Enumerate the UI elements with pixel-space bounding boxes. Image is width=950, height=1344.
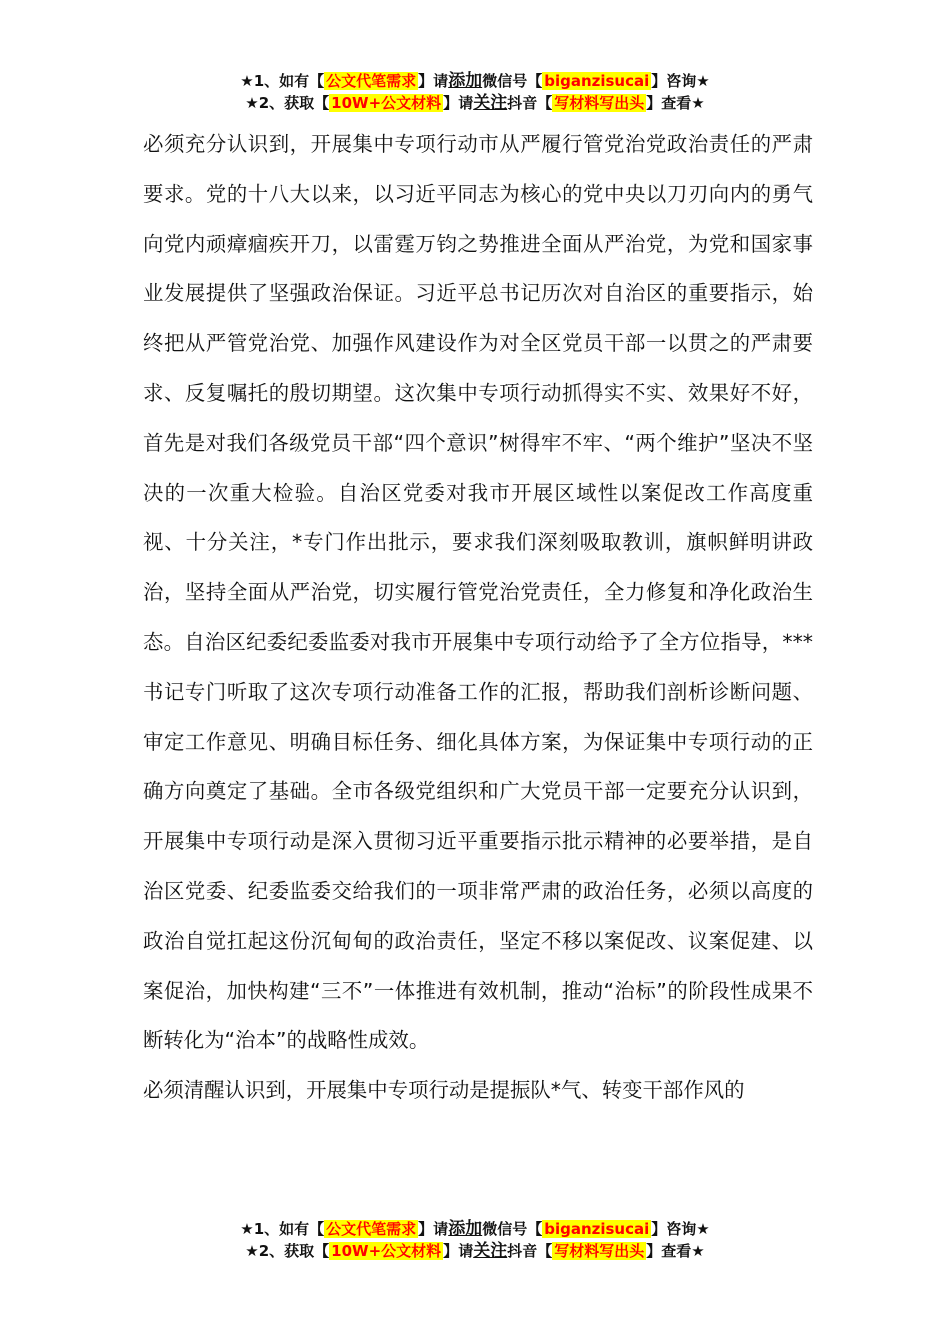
bracket: 【 bbox=[537, 94, 553, 112]
document-body bbox=[143, 120, 813, 1116]
star-icon: ★ bbox=[245, 1242, 259, 1260]
banner-text: 1、如有 bbox=[253, 1220, 310, 1238]
star-icon: ★ bbox=[240, 72, 254, 90]
bracket: 】 bbox=[646, 1242, 662, 1260]
bracket: 】 bbox=[443, 1242, 459, 1260]
header-banner bbox=[0, 70, 950, 114]
banner-line-1 bbox=[0, 1218, 950, 1240]
highlight-douyin-account: 写材料写出头 bbox=[554, 1242, 645, 1260]
banner-line-2 bbox=[0, 1240, 950, 1262]
footer-banner bbox=[0, 1218, 950, 1262]
banner-text: 咨询★ bbox=[666, 72, 710, 90]
banner-text: 1、如有 bbox=[253, 72, 310, 90]
highlight-materials: 10W+公文材料 bbox=[331, 1242, 442, 1260]
bracket: 【 bbox=[527, 72, 543, 90]
bracket: 【 bbox=[537, 1242, 553, 1260]
banner-text: 查看★ bbox=[661, 1242, 705, 1260]
paragraph-1: 必须充分认识到，开展集中专项行动市从严履行管党治党政治责任的严肃要求。党的十八大以来，以习近平同志为核心的党中央以刀刃向内的勇气向党内顽瘴痼疾开刀，以雷霆万钧之势推进全面从严治党，为党和国家事业发展提供了坚强政治保证。习近平总书记历次对自治区的重要指示，始终把从严管党治党、加强作风建设作为对全区党员干部一以贯之的严肃要求、反复嘱托的殷切期望。这次集中专项行动抓得实不实、效果好不好，首先是对我们各级党员干部“四个意识”树得牢不牢、“两个维护”坚决不坚决的一次重大检验。自治区党委对我市开展区域性以案促改工作高度重视、十分关注，*专门作出批示，要求我们深刻吸取教训，旗帜鲜明讲政治，坚持全面从严治党，切实履行管党治党责任，全力修复和净化政治生态。自治区纪委纪委监委对我市开展集中专项行动给予了全方位指导，***书记专门听取了这次专项行动准备工作的汇报，帮助我们剖析诊断问题、审定工作意见、明确目标任务、细化具体方案，为保证集中专项行动的正确方向奠定了基础。全市各级党组织和广大党员干部一定要充分认识到，开展集中专项行动是深入贯彻习近平重要指示批示精神的必要举措，是自治区党委、纪委监委交给我们的一项非常严肃的政治任务，必须以高度的政治自觉扛起这份沉甸甸的政治责任，坚定不移以案促改、议案促建、以案促治，加快构建“三不”一体推进有效机制，推动“治标”的阶段性成果不断转化为“治本”的战略性成效。 bbox=[143, 132, 813, 1053]
underlined-text: 添加 bbox=[448, 1219, 483, 1239]
highlight-douyin-account: 写材料写出头 bbox=[554, 94, 645, 112]
star-icon: ★ bbox=[240, 1220, 254, 1238]
underlined-text: 添加 bbox=[448, 71, 483, 91]
highlight-wechat-id: biganzisucai bbox=[544, 72, 650, 90]
bracket: 】 bbox=[646, 94, 662, 112]
bracket: 【 bbox=[309, 1220, 325, 1238]
highlight-wechat-id: biganzisucai bbox=[544, 1220, 650, 1238]
bracket: 】 bbox=[651, 1220, 667, 1238]
banner-text: 请 bbox=[458, 94, 474, 112]
bracket: 【 bbox=[314, 1242, 330, 1260]
underlined-text: 关注 bbox=[473, 93, 508, 113]
banner-text: 微信号 bbox=[482, 72, 528, 90]
bracket: 】 bbox=[418, 72, 434, 90]
bracket: 】 bbox=[418, 1220, 434, 1238]
bracket: 】 bbox=[651, 72, 667, 90]
banner-text: 咨询★ bbox=[666, 1220, 710, 1238]
banner-text: 抖音 bbox=[507, 1242, 538, 1260]
bracket: 【 bbox=[527, 1220, 543, 1238]
bracket: 【 bbox=[309, 72, 325, 90]
banner-line-2 bbox=[0, 92, 950, 114]
highlight-service: 公文代笔需求 bbox=[326, 72, 417, 90]
banner-text: 抖音 bbox=[507, 94, 538, 112]
bracket: 【 bbox=[314, 94, 330, 112]
banner-text: 微信号 bbox=[482, 1220, 528, 1238]
highlight-materials: 10W+公文材料 bbox=[331, 94, 442, 112]
underlined-text: 关注 bbox=[473, 1241, 508, 1261]
banner-text: 2、获取 bbox=[258, 94, 315, 112]
banner-line-1 bbox=[0, 70, 950, 92]
star-icon: ★ bbox=[245, 94, 259, 112]
banner-text: 请 bbox=[458, 1242, 474, 1260]
banner-text: 2、获取 bbox=[258, 1242, 315, 1260]
paragraph-2: 必须清醒认识到，开展集中专项行动是提振队*气、转变干部作风的 bbox=[143, 1078, 745, 1103]
banner-text: 请 bbox=[433, 72, 449, 90]
banner-text: 请 bbox=[433, 1220, 449, 1238]
bracket: 】 bbox=[443, 94, 459, 112]
highlight-service: 公文代笔需求 bbox=[326, 1220, 417, 1238]
banner-text: 查看★ bbox=[661, 94, 705, 112]
